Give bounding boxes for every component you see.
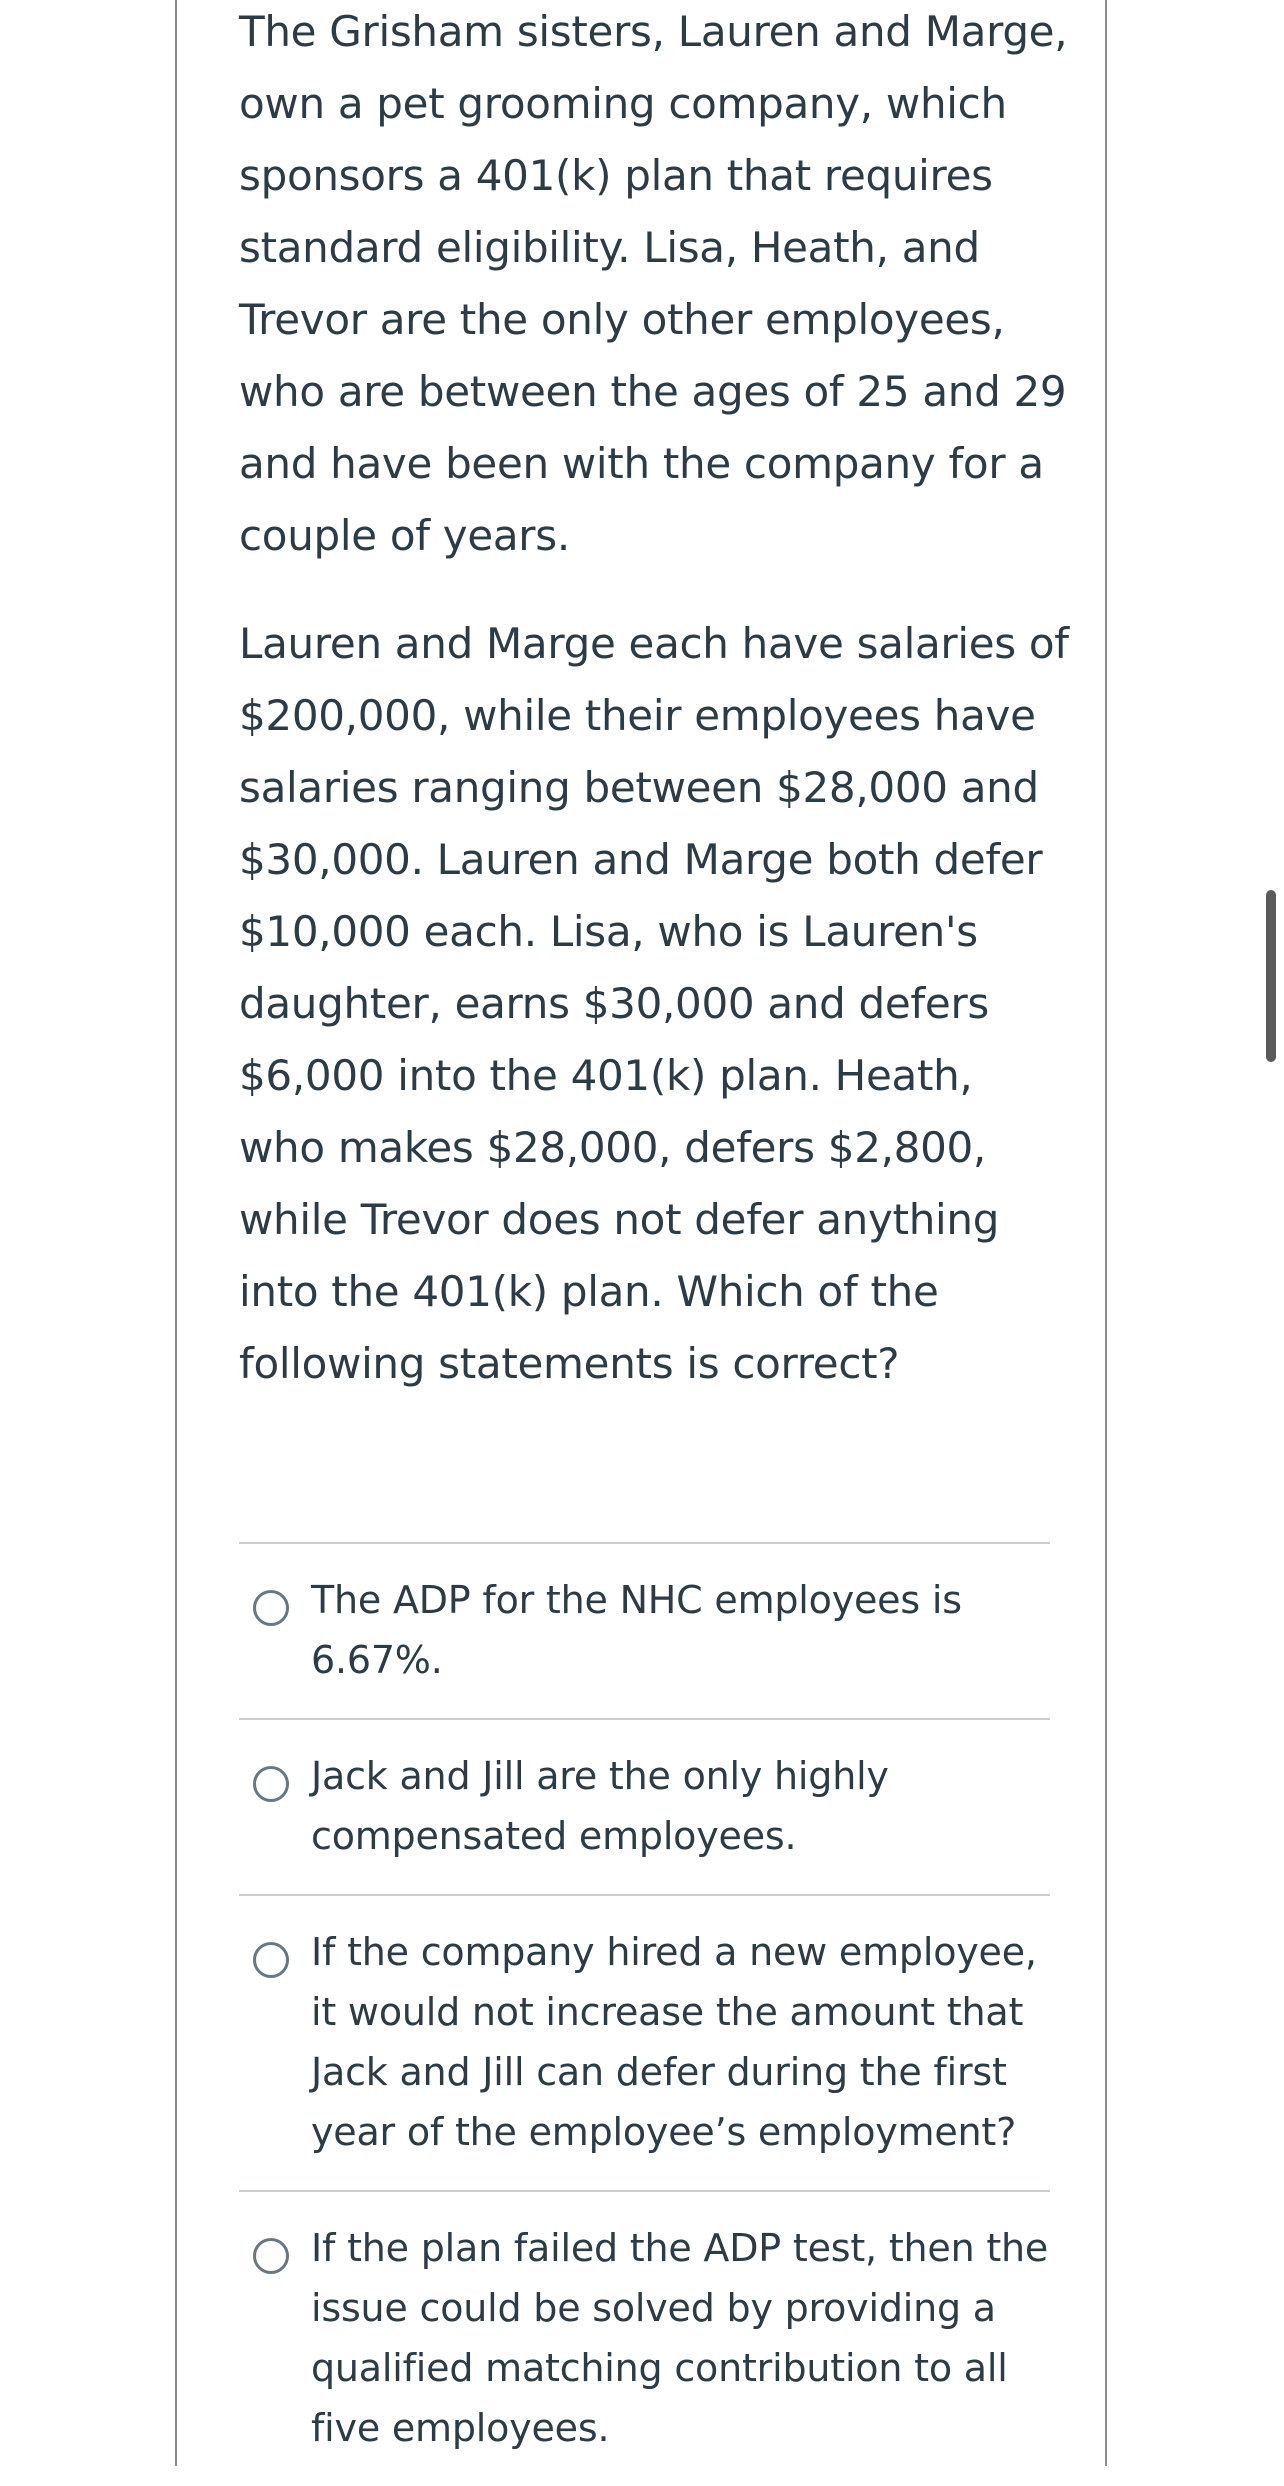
question-paragraph-1: The Grisham sisters, Lauren and Marge, own a pet grooming company, which sponsors a 401(k) plan that requires standard eligibility. Lisa, Heath, and Trevor are the only other employees, who are between the ages of 25 and 29 and have been with the company for a couple of years. xyxy=(239,7,1068,560)
radio-button[interactable] xyxy=(253,1942,289,1978)
answer-option-4[interactable] xyxy=(239,2190,1050,2486)
answer-label: If the plan failed the ADP test, then the issue could be solved by providing a qualified matching contribution to all five employees. xyxy=(311,2226,1049,2450)
answer-option-2[interactable] xyxy=(239,1718,1050,1894)
answer-label: Jack and Jill are the only highly compensated employees. xyxy=(311,1754,889,1858)
answer-option-3[interactable] xyxy=(239,1894,1050,2190)
answer-list xyxy=(239,1542,1050,2486)
radio-button[interactable] xyxy=(253,2238,289,2274)
question-card xyxy=(175,0,1107,2466)
answer-label: If the company hired a new employee, it would not increase the amount that Jack and Jill can defer during the first year of the employee’s employment? xyxy=(311,1930,1037,2154)
scrollbar-thumb[interactable] xyxy=(1266,890,1276,1062)
radio-button[interactable] xyxy=(253,1590,289,1626)
question-paragraph-2: Lauren and Marge each have salaries of $200,000, while their employees have salaries ranging between $28,000 and $30,000. Lauren and Marge both defer $10,000 each. Lisa, who is Lauren's daughter, earns $30,000 and defers $6,000 into the 401(k) plan. Heath, who makes $28,000, defers $2,800, while Trevor does not defer anything into the 401(k) plan. Which of the following statements is correct? xyxy=(239,619,1069,1388)
answer-option-1[interactable] xyxy=(239,1542,1050,1718)
question-text xyxy=(239,0,1069,1400)
answer-label: The ADP for the NHC employees is 6.67%. xyxy=(311,1578,962,1682)
radio-button[interactable] xyxy=(253,1766,289,1802)
